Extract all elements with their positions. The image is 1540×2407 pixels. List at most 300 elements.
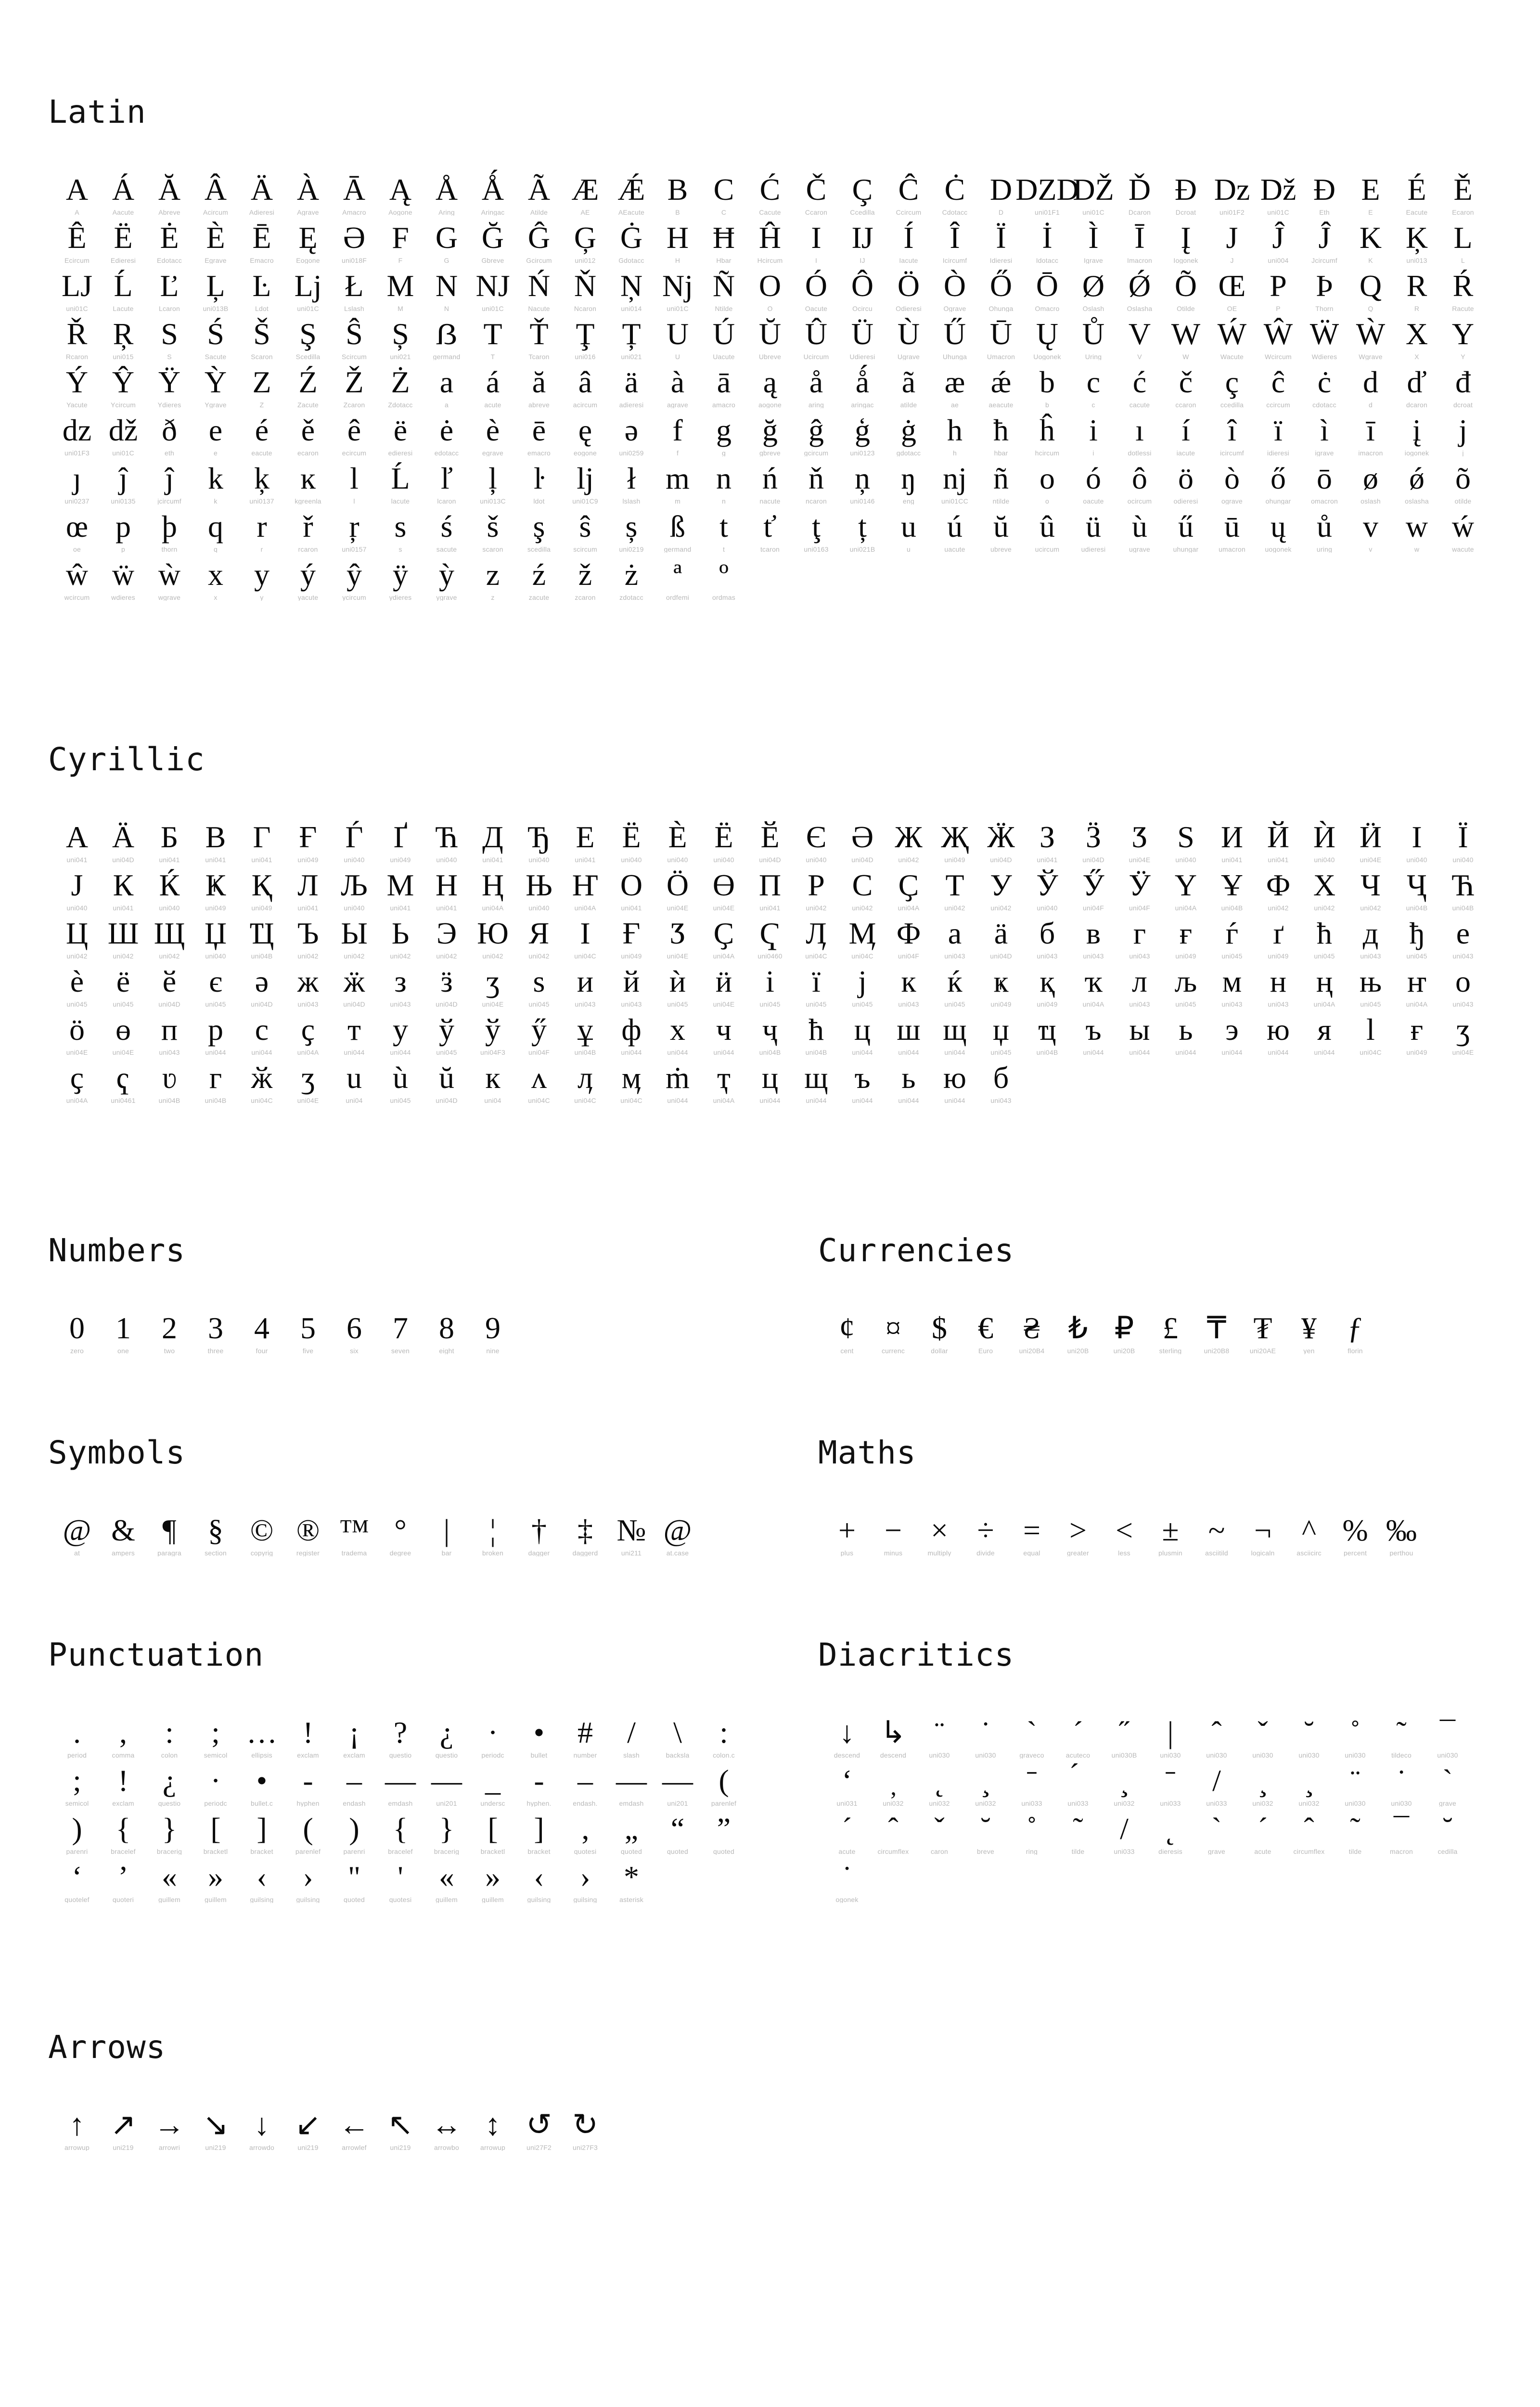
glyph-character: ǳ bbox=[62, 413, 92, 447]
glyph-name-label: icircumf bbox=[1220, 450, 1244, 456]
glyph-name-label: uni04D bbox=[1082, 856, 1104, 863]
glyph-name-label: uni045 bbox=[806, 1001, 827, 1008]
glyph-name-label: uni04A bbox=[1406, 1001, 1428, 1008]
glyph-name-label: aringac bbox=[851, 401, 874, 408]
glyph-cell bbox=[100, 818, 146, 866]
glyph-name-label: thorn bbox=[161, 546, 178, 553]
glyph-cell bbox=[516, 556, 562, 604]
glyph-name-label: four bbox=[256, 1347, 268, 1354]
glyph-name-label: uni030 bbox=[1345, 1752, 1366, 1759]
glyph-character: } bbox=[162, 1811, 177, 1846]
glyph-cell bbox=[516, 1010, 562, 1059]
glyph-name-label: uni040 bbox=[1406, 856, 1427, 863]
glyph-character: Ć bbox=[759, 172, 781, 207]
glyph-name-label: AEacute bbox=[618, 209, 645, 216]
glyph-name-label: hcircum bbox=[1035, 450, 1060, 456]
glyph-character: Ы bbox=[341, 916, 368, 950]
glyph-name-label: rcaron bbox=[298, 546, 318, 553]
glyph-cell bbox=[1440, 962, 1486, 1010]
glyph-name-label: uni044 bbox=[667, 1097, 688, 1104]
glyph-cell bbox=[146, 1858, 192, 1906]
glyph-character: Ť bbox=[529, 316, 549, 351]
glyph-name-label: Eogone bbox=[296, 257, 320, 264]
glyph-character: _ bbox=[485, 1763, 500, 1798]
glyph-character: Ó bbox=[805, 268, 828, 303]
glyph-cell bbox=[1394, 219, 1440, 267]
glyph-cell bbox=[239, 219, 285, 267]
glyph-cell bbox=[654, 363, 701, 411]
glyph-cell bbox=[1070, 315, 1116, 363]
glyph-name-label: ccaron bbox=[1175, 401, 1196, 408]
glyph-character: Ғ bbox=[299, 819, 317, 854]
glyph-cell bbox=[1332, 1309, 1378, 1357]
glyph-name-label: uni043 bbox=[1129, 953, 1150, 959]
glyph-character: Ĵ bbox=[1272, 220, 1284, 255]
glyph-cell bbox=[470, 315, 516, 363]
glyph-name-label: ubreve bbox=[990, 546, 1012, 553]
glyph-character: - bbox=[534, 1763, 544, 1798]
glyph-name-label: uni014 bbox=[621, 305, 642, 312]
glyph-name-label: uni044 bbox=[898, 1097, 919, 1104]
glyph-cell bbox=[377, 1810, 424, 1858]
glyph-cell bbox=[239, 1309, 285, 1357]
glyph-cell bbox=[516, 1059, 562, 1107]
glyph-character: Ǿ bbox=[1128, 268, 1151, 303]
glyph-cell bbox=[701, 170, 747, 219]
glyph-character: ҷ bbox=[762, 1012, 778, 1047]
glyph-character: Н bbox=[435, 867, 458, 902]
glyph-cell bbox=[239, 2106, 285, 2154]
glyph-cell bbox=[285, 459, 331, 507]
glyph-character: ỳ bbox=[439, 557, 454, 592]
glyph-name-label: uni04E bbox=[1360, 856, 1382, 863]
glyph-name-label: uni04D bbox=[990, 953, 1012, 959]
glyph-character: & bbox=[111, 1513, 135, 1547]
glyph-character: Ц bbox=[65, 916, 89, 950]
glyph-character: ǋ bbox=[662, 268, 693, 303]
glyph-name-label: uni04A bbox=[1082, 1001, 1104, 1008]
glyph-name-label: Agrave bbox=[297, 209, 319, 216]
glyph-name-label: Thorn bbox=[1315, 305, 1334, 312]
glyph-cell bbox=[608, 962, 654, 1010]
glyph-character: ˘ bbox=[1304, 1715, 1314, 1749]
glyph-character: г bbox=[1133, 916, 1146, 950]
glyph-name-label: Q bbox=[1368, 305, 1373, 312]
glyph-character: â bbox=[578, 364, 592, 399]
glyph-cell bbox=[424, 914, 470, 962]
glyph-cell bbox=[654, 962, 701, 1010]
glyph-name-label: nacute bbox=[759, 498, 781, 505]
glyph-name-label: endash. bbox=[573, 1800, 598, 1807]
glyph-name-label: grave bbox=[1207, 1848, 1226, 1855]
glyph-cell bbox=[100, 411, 146, 459]
glyph-character: ť bbox=[763, 509, 777, 544]
glyph-cell bbox=[239, 962, 285, 1010]
glyph-name-label: Oacute bbox=[805, 305, 828, 312]
glyph-character: Ћ bbox=[435, 819, 458, 854]
glyph-cell bbox=[54, 459, 100, 507]
glyph-name-label: guilsing bbox=[527, 1896, 551, 1903]
glyph-cell bbox=[1378, 1713, 1424, 1761]
glyph-name-label: uni030 bbox=[1252, 1752, 1273, 1759]
glyph-cell bbox=[1255, 411, 1301, 459]
glyph-character: J bbox=[1226, 220, 1238, 255]
glyph-name-label: slash bbox=[623, 1752, 640, 1759]
glyph-cell bbox=[793, 459, 839, 507]
glyph-character: Ӗ bbox=[760, 819, 780, 854]
glyph-character: ų bbox=[1270, 509, 1286, 544]
glyph-cell bbox=[192, 1858, 239, 1906]
glyph-character: Ь bbox=[391, 916, 410, 950]
glyph-name-label: bracelef bbox=[111, 1848, 136, 1855]
glyph-cell bbox=[747, 411, 793, 459]
glyph-character: − bbox=[884, 1513, 902, 1547]
glyph-cell bbox=[1194, 1511, 1240, 1559]
glyph-cell bbox=[962, 1713, 1009, 1761]
glyph-name-label: quoted bbox=[667, 1848, 689, 1855]
glyph-character: È bbox=[206, 220, 225, 255]
glyph-cell bbox=[870, 1810, 916, 1858]
glyph-cell bbox=[1440, 866, 1486, 914]
glyph-name-label: Gdotacc bbox=[618, 257, 644, 264]
glyph-cell bbox=[1070, 507, 1116, 556]
glyph-name-label: uni040 bbox=[621, 856, 642, 863]
glyph-name-label: dotlessi bbox=[1128, 450, 1152, 456]
glyph-name-label: uni042 bbox=[528, 953, 550, 959]
glyph-character: Ł bbox=[345, 268, 364, 303]
glyph-cell bbox=[1440, 219, 1486, 267]
glyph-character: ц bbox=[761, 1060, 779, 1095]
glyph-cell bbox=[1424, 1713, 1471, 1761]
glyph-character: á bbox=[486, 364, 500, 399]
glyph-name-label: uni040 bbox=[344, 856, 365, 863]
glyph-character: D bbox=[989, 172, 1013, 207]
glyph-character: - bbox=[303, 1763, 313, 1798]
glyph-cell bbox=[1024, 363, 1070, 411]
glyph-character: ↺ bbox=[526, 2107, 552, 2142]
glyph-cell bbox=[793, 363, 839, 411]
glyph-character: ' bbox=[398, 1859, 403, 1894]
glyph-cell bbox=[1116, 219, 1163, 267]
glyph-cell bbox=[608, 411, 654, 459]
glyph-cell bbox=[1394, 267, 1440, 315]
glyph-name-label: seven bbox=[391, 1347, 410, 1354]
glyph-name-label: ccircum bbox=[1266, 401, 1290, 408]
glyph-character: Ө bbox=[712, 867, 735, 902]
glyph-name-label: copyrig bbox=[250, 1550, 273, 1556]
glyph-character: Ŭ bbox=[758, 316, 782, 351]
glyph-cell bbox=[886, 1010, 932, 1059]
glyph-name-label: dcaron bbox=[1406, 401, 1427, 408]
glyph-cell bbox=[562, 2106, 608, 2154]
glyph-character: Ś bbox=[207, 316, 224, 351]
glyph-name-label: uni045 bbox=[759, 1001, 781, 1008]
glyph-name-label: one bbox=[117, 1347, 129, 1354]
glyph-cell bbox=[285, 315, 331, 363]
glyph-name-label: hbar bbox=[994, 450, 1008, 456]
glyph-character: r bbox=[257, 509, 267, 544]
glyph-character: ˇ bbox=[1258, 1715, 1268, 1749]
glyph-character: # bbox=[578, 1715, 593, 1749]
glyph-cell bbox=[747, 818, 793, 866]
glyph-character: ( bbox=[303, 1811, 313, 1846]
glyph-name-label: ocircum bbox=[1127, 498, 1152, 505]
glyph-name-label: uni045 bbox=[1406, 953, 1427, 959]
glyph-name-label: n bbox=[722, 498, 726, 505]
glyph-cell bbox=[839, 507, 886, 556]
glyph-name-label: uni04E bbox=[297, 1097, 319, 1104]
glyph-character: N bbox=[435, 268, 458, 303]
glyph-character: х bbox=[670, 1012, 685, 1047]
glyph-cell bbox=[54, 1858, 100, 1906]
glyph-character: ż bbox=[624, 557, 639, 592]
glyph-name-label: ccedilla bbox=[1220, 401, 1244, 408]
glyph-name-label: uni0135 bbox=[111, 498, 136, 505]
glyph-name-label: bullet.c bbox=[251, 1800, 273, 1807]
glyph-character: ō bbox=[1317, 461, 1332, 495]
glyph-character: ₮ bbox=[1253, 1310, 1272, 1345]
glyph-cell bbox=[1209, 170, 1255, 219]
glyph-name-label: uni219 bbox=[205, 2144, 226, 2151]
glyph-cell bbox=[239, 818, 285, 866]
glyph-name-label: aogone bbox=[758, 401, 782, 408]
glyph-name-label: minus bbox=[884, 1550, 903, 1556]
glyph-character: G bbox=[435, 220, 458, 255]
glyph-character: ä bbox=[624, 364, 639, 399]
glyph-name-label: period bbox=[67, 1752, 87, 1759]
glyph-character: ] bbox=[257, 1811, 267, 1846]
glyph-name-label: Zdotacc bbox=[388, 401, 413, 408]
glyph-name-label: descend bbox=[834, 1752, 860, 1759]
glyph-cell bbox=[377, 1059, 424, 1107]
glyph-cell bbox=[239, 1059, 285, 1107]
glyph-name-label: ldot bbox=[533, 498, 545, 505]
glyph-name-label: a bbox=[445, 401, 449, 408]
glyph-character: ў bbox=[485, 1012, 500, 1047]
glyph-cell bbox=[1301, 914, 1348, 962]
glyph-cell bbox=[793, 914, 839, 962]
glyph-cell bbox=[54, 914, 100, 962]
section-currencies bbox=[818, 1232, 1506, 1357]
glyph-name-label: tilde bbox=[1071, 1848, 1085, 1855]
glyph-character: ó bbox=[1086, 461, 1101, 495]
glyph-character: ǻ bbox=[855, 364, 870, 399]
glyph-cell bbox=[1209, 1010, 1255, 1059]
glyph-name-label: uni04A bbox=[1313, 1001, 1335, 1008]
glyph-character: Ă bbox=[158, 172, 181, 207]
glyph-cell bbox=[886, 170, 932, 219]
glyph-character: Œ bbox=[1218, 268, 1246, 303]
glyph-cell bbox=[285, 1309, 331, 1357]
glyph-name-label: ordfemi bbox=[666, 594, 690, 601]
glyph-character: 9 bbox=[485, 1310, 500, 1345]
glyph-character: ȷ bbox=[73, 461, 81, 495]
glyph-name-label: G bbox=[444, 257, 449, 264]
glyph-name-label: odieresi bbox=[1173, 498, 1198, 505]
glyph-cell bbox=[516, 1511, 562, 1559]
glyph-character: Ǆ bbox=[1073, 172, 1114, 207]
glyph-name-label: uni030 bbox=[1437, 1752, 1458, 1759]
glyph-cell bbox=[331, 267, 377, 315]
glyph-name-label: uni0123 bbox=[850, 450, 875, 456]
glyph-name-label: Lslash bbox=[344, 305, 364, 312]
glyph-cell bbox=[146, 170, 192, 219]
glyph-name-label: yen bbox=[1303, 1347, 1315, 1354]
glyph-character: Ч bbox=[1360, 867, 1381, 902]
glyph-cell bbox=[239, 556, 285, 604]
glyph-grid-symbols bbox=[54, 1511, 760, 1559]
glyph-name-label: uhungar bbox=[1173, 546, 1199, 553]
glyph-name-label: uni044 bbox=[898, 1049, 919, 1056]
glyph-character: ― bbox=[662, 1763, 693, 1798]
glyph-cell bbox=[1209, 962, 1255, 1010]
glyph-name-label: section bbox=[205, 1550, 227, 1556]
glyph-cell bbox=[608, 1713, 654, 1761]
glyph-cell bbox=[146, 1010, 192, 1059]
glyph-cell bbox=[424, 1713, 470, 1761]
glyph-cell bbox=[1255, 170, 1301, 219]
glyph-name-label: colon.c bbox=[713, 1752, 735, 1759]
glyph-character: Ё bbox=[622, 819, 641, 854]
glyph-cell bbox=[192, 459, 239, 507]
glyph-character: ! bbox=[303, 1715, 313, 1749]
glyph-name-label: uni01CC bbox=[941, 498, 968, 505]
glyph-character: Ë bbox=[714, 819, 733, 854]
section-latin bbox=[48, 93, 1506, 604]
glyph-character: > bbox=[1069, 1513, 1087, 1547]
glyph-character: ± bbox=[1162, 1513, 1179, 1547]
glyph-cell bbox=[932, 1010, 978, 1059]
glyph-character: Ẁ bbox=[1356, 316, 1386, 351]
glyph-name-label: uni044 bbox=[806, 1097, 827, 1104]
glyph-character: Ź bbox=[298, 364, 318, 399]
glyph-name-label: backsla bbox=[666, 1752, 690, 1759]
glyph-cell bbox=[1209, 459, 1255, 507]
glyph-cell bbox=[978, 411, 1024, 459]
glyph-name-label: imacron bbox=[1358, 450, 1383, 456]
glyph-name-label: parenri bbox=[66, 1848, 88, 1855]
glyph-cell bbox=[1070, 459, 1116, 507]
glyph-cell bbox=[1440, 411, 1486, 459]
glyph-name-label: Omacro bbox=[1035, 305, 1060, 312]
glyph-character: Ï bbox=[996, 220, 1006, 255]
glyph-character: ` bbox=[1442, 1763, 1453, 1798]
glyph-character: О bbox=[620, 867, 643, 902]
glyph-character: æ bbox=[944, 364, 965, 399]
glyph-cell bbox=[100, 1713, 146, 1761]
glyph-cell bbox=[1163, 962, 1209, 1010]
glyph-cell bbox=[1116, 363, 1163, 411]
glyph-name-label: graveco bbox=[1019, 1752, 1044, 1759]
glyph-cell bbox=[747, 866, 793, 914]
glyph-name-label: uni044 bbox=[1083, 1049, 1104, 1056]
glyph-cell bbox=[747, 219, 793, 267]
glyph-character: K bbox=[1359, 220, 1382, 255]
glyph-cell bbox=[516, 507, 562, 556]
glyph-character: « bbox=[439, 1859, 454, 1894]
glyph-character: щ bbox=[804, 1060, 828, 1095]
glyph-name-label: uni04C bbox=[805, 953, 827, 959]
glyph-cell bbox=[146, 962, 192, 1010]
glyph-name-label: eng bbox=[903, 498, 914, 505]
glyph-character: Å bbox=[435, 172, 458, 207]
glyph-cell bbox=[1286, 1713, 1332, 1761]
glyph-cell bbox=[654, 556, 701, 604]
glyph-name-label: uni04E bbox=[1452, 1049, 1474, 1056]
glyph-cell bbox=[100, 507, 146, 556]
glyph-name-label: uni04 bbox=[346, 1097, 363, 1104]
glyph-cell bbox=[1394, 866, 1440, 914]
glyph-name-label: uni04A bbox=[713, 953, 735, 959]
glyph-cell bbox=[932, 818, 978, 866]
glyph-cell bbox=[1301, 962, 1348, 1010]
glyph-character: № bbox=[616, 1513, 646, 1547]
glyph-cell bbox=[470, 962, 516, 1010]
glyph-cell bbox=[424, 507, 470, 556]
glyph-character: ф bbox=[621, 1012, 642, 1047]
glyph-cell bbox=[377, 1761, 424, 1810]
glyph-character: С bbox=[852, 867, 873, 902]
glyph-character: Ф bbox=[896, 916, 921, 950]
glyph-character: ķ bbox=[254, 461, 270, 495]
glyph-cell bbox=[331, 962, 377, 1010]
glyph-cell bbox=[701, 1010, 747, 1059]
glyph-character: ˙ bbox=[980, 1715, 991, 1749]
glyph-name-label: Amacro bbox=[342, 209, 366, 216]
glyph-name-label: uni040 bbox=[205, 953, 226, 959]
glyph-cell bbox=[285, 1761, 331, 1810]
glyph-name-label: amacro bbox=[712, 401, 735, 408]
glyph-character: X bbox=[1405, 316, 1428, 351]
glyph-cell bbox=[377, 363, 424, 411]
glyph-cell bbox=[824, 1511, 870, 1559]
glyph-name-label: number bbox=[573, 1752, 597, 1759]
glyph-name-label: yacute bbox=[297, 594, 319, 601]
glyph-character: ™ bbox=[339, 1513, 370, 1547]
glyph-name-label: uni040 bbox=[66, 905, 88, 911]
glyph-name-label: uni01F1 bbox=[1035, 209, 1060, 216]
glyph-character: М bbox=[386, 867, 414, 902]
glyph-name-label: uni030 bbox=[1345, 1800, 1366, 1807]
glyph-cell bbox=[1424, 1761, 1471, 1810]
glyph-character: ʌ bbox=[531, 1060, 547, 1095]
glyph-cell bbox=[1240, 1511, 1286, 1559]
glyph-character: Ņ bbox=[620, 268, 643, 303]
glyph-character: Đ bbox=[1174, 172, 1197, 207]
glyph-character: w bbox=[1405, 509, 1428, 544]
glyph-name-label: uni030 bbox=[1298, 1752, 1320, 1759]
glyph-cell bbox=[1024, 507, 1070, 556]
glyph-character: ¯ bbox=[1394, 1811, 1409, 1846]
glyph-name-label: arrowbo bbox=[434, 2144, 459, 2151]
glyph-cell bbox=[1332, 1511, 1378, 1559]
glyph-cell bbox=[54, 866, 100, 914]
glyph-name-label: uni041 bbox=[1268, 856, 1289, 863]
glyph-character: ǿ bbox=[1409, 461, 1424, 495]
glyph-name-label: Ycircum bbox=[111, 401, 136, 408]
glyph-cell bbox=[1332, 1810, 1378, 1858]
glyph-name-label: parenri bbox=[343, 1848, 365, 1855]
glyph-character: ¨ bbox=[934, 1715, 945, 1749]
glyph-cell bbox=[331, 1713, 377, 1761]
glyph-cell bbox=[1209, 267, 1255, 315]
glyph-character: $ bbox=[932, 1310, 947, 1345]
glyph-cell bbox=[654, 1511, 701, 1559]
glyph-name-label: sacute bbox=[436, 546, 457, 553]
glyph-character: З bbox=[1039, 819, 1055, 854]
glyph-cell bbox=[793, 1059, 839, 1107]
glyph-cell bbox=[608, 1810, 654, 1858]
